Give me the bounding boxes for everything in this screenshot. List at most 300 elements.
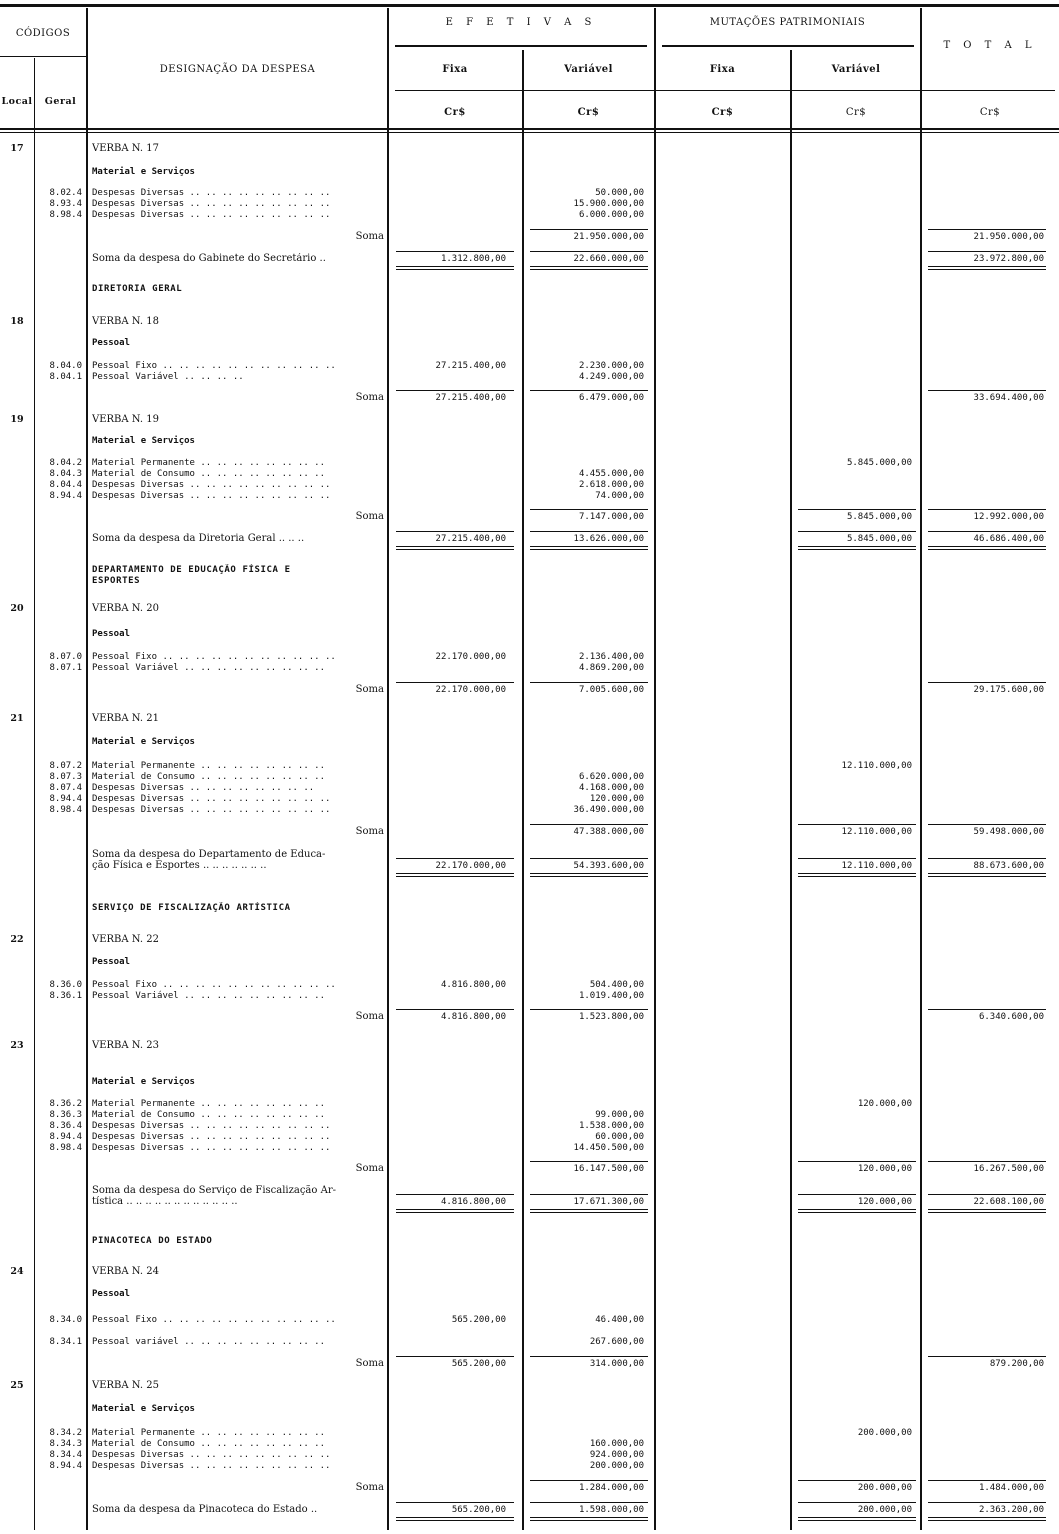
header-efetivas-variavel: Variável — [564, 64, 613, 75]
row-description: Despesas Diversas .. .. .. .. .. .. .. .. .. — [92, 210, 331, 220]
table-row — [0, 231, 1059, 243]
efetivas-variavel-value: 504.400,00 — [589, 980, 644, 990]
table-row — [0, 392, 1059, 404]
mutacoes-variavel-value: 5.845.000,00 — [846, 458, 912, 468]
row-description: Soma da despesa do Serviço de Fiscalização Ar- — [92, 1185, 336, 1196]
efetivas-variavel-value: 4.455.000,00 — [578, 469, 644, 479]
efetivas-fixa-value: 4.816.800,00 — [440, 1197, 506, 1207]
header-codigos: CÓDIGOS — [15, 28, 71, 39]
local-code: 22 — [10, 934, 24, 945]
total-value: 22.608.100,00 — [973, 1197, 1044, 1207]
mutacoes-variavel-value: 12.110.000,00 — [841, 827, 912, 837]
header-efetivas-rule — [395, 45, 647, 47]
geral-code: 8.07.0 — [49, 652, 82, 662]
geral-code: 8.34.2 — [49, 1428, 82, 1438]
row-description: Despesas Diversas .. .. .. .. .. .. .. .. .. — [92, 1143, 331, 1153]
efetivas-variavel-value: 924.000,00 — [589, 1450, 644, 1460]
table-row — [0, 143, 1059, 155]
table-row — [0, 575, 1059, 587]
table-row — [0, 511, 1059, 523]
header-codigos-rule — [0, 56, 86, 57]
efetivas-variavel-value: 4.869.200,00 — [578, 663, 644, 673]
row-description: Soma — [355, 1482, 384, 1493]
efetivas-variavel-value: 46.400,00 — [595, 1315, 644, 1325]
mutacoes-variavel-value: 120.000,00 — [857, 1197, 912, 1207]
table-row — [0, 253, 1059, 265]
table-row — [0, 628, 1059, 640]
sum-rule — [798, 824, 916, 825]
mutacoes-variavel-value: 120.000,00 — [857, 1164, 912, 1174]
sum-rule — [928, 509, 1046, 510]
total-double-rule — [928, 1517, 1046, 1521]
currency-mutacoes-fixa: Cr$ — [711, 107, 734, 118]
total-double-rule — [928, 546, 1046, 550]
efetivas-variavel-value: 17.671.300,00 — [573, 1197, 644, 1207]
header-efetivas-fixa: Fixa — [442, 64, 468, 75]
efetivas-fixa-value: 565.200,00 — [451, 1505, 506, 1515]
geral-code: 8.36.4 — [49, 1121, 82, 1131]
row-description: Despesas Diversas .. .. .. .. .. .. .. .. .. — [92, 491, 331, 501]
total-double-rule — [530, 873, 648, 877]
sum-rule — [530, 229, 648, 230]
efetivas-variavel-value: 36.490.000,00 — [573, 805, 644, 815]
table-row — [0, 1196, 1059, 1208]
row-description: Material e Serviços — [92, 167, 195, 177]
sum-rule — [530, 1009, 648, 1010]
efetivas-variavel-value: 99.000,00 — [595, 1110, 644, 1120]
efetivas-variavel-value: 50.000,00 — [595, 188, 644, 198]
sum-rule — [396, 1009, 514, 1010]
table-row — [0, 337, 1059, 349]
total-double-rule — [798, 1209, 916, 1213]
total-value: 29.175.600,00 — [973, 685, 1044, 695]
geral-code: 8.34.3 — [49, 1439, 82, 1449]
sum-rule — [928, 390, 1046, 391]
local-code: 21 — [10, 713, 24, 724]
row-description: Soma — [355, 1358, 384, 1369]
total-value: 1.484.000,00 — [978, 1483, 1044, 1493]
table-row — [0, 902, 1059, 914]
efetivas-variavel-value: 7.147.000,00 — [578, 512, 644, 522]
geral-code: 8.04.1 — [49, 372, 82, 382]
sum-rule — [530, 1194, 648, 1195]
row-description: Soma — [355, 826, 384, 837]
sum-rule — [396, 1502, 514, 1503]
mutacoes-variavel-value: 12.110.000,00 — [841, 861, 912, 871]
sum-rule — [530, 682, 648, 683]
efetivas-variavel-value: 2.136.400,00 — [578, 652, 644, 662]
table-row — [0, 209, 1059, 221]
top-rule — [0, 4, 1059, 7]
efetivas-variavel-value: 16.147.500,00 — [573, 1164, 644, 1174]
row-description: Soma — [355, 1163, 384, 1174]
efetivas-variavel-value: 160.000,00 — [589, 1439, 644, 1449]
efetivas-fixa-value: 27.215.400,00 — [435, 361, 506, 371]
row-description: Soma da despesa do Gabinete do Secretário .. — [92, 253, 326, 264]
table-row — [0, 1482, 1059, 1494]
row-description: Pessoal Variável .. .. .. .. .. .. .. .. .. — [92, 991, 325, 1001]
sum-rule — [530, 858, 648, 859]
currency-efetivas-fixa: Cr$ — [444, 107, 466, 118]
row-description: Material e Serviços — [92, 1404, 195, 1414]
efetivas-variavel-value: 22.660.000,00 — [573, 254, 644, 264]
sum-rule — [928, 1194, 1046, 1195]
geral-code: 8.36.1 — [49, 991, 82, 1001]
row-description: Despesas Diversas .. .. .. .. .. .. .. .. .. — [92, 1450, 331, 1460]
sum-rule — [798, 531, 916, 532]
efetivas-variavel-value: 1.523.800,00 — [578, 1012, 644, 1022]
mutacoes-variavel-value: 120.000,00 — [857, 1099, 912, 1109]
efetivas-variavel-value: 1.284.000,00 — [578, 1483, 644, 1493]
row-description: Pessoal Fixo .. .. .. .. .. .. .. .. .. .. .. — [92, 1315, 336, 1325]
row-description: Pessoal Fixo .. .. .. .. .. .. .. .. .. .. .. — [92, 980, 336, 990]
sum-rule — [928, 858, 1046, 859]
local-code: 18 — [10, 316, 24, 327]
row-description: Soma — [355, 1011, 384, 1022]
sum-rule — [928, 229, 1046, 230]
total-double-rule — [928, 266, 1046, 270]
sum-rule — [928, 1502, 1046, 1503]
row-description: VERBA N. 23 — [92, 1040, 159, 1051]
table-row — [0, 1504, 1059, 1516]
efetivas-variavel-value: 4.249.000,00 — [578, 372, 644, 382]
total-value: 88.673.600,00 — [973, 861, 1044, 871]
table-row — [0, 316, 1059, 328]
row-description: Despesas Diversas .. .. .. .. .. .. .. .. .. — [92, 480, 331, 490]
local-code: 17 — [10, 143, 24, 154]
row-description: Soma — [355, 511, 384, 522]
geral-code: 8.36.2 — [49, 1099, 82, 1109]
total-value: 33.694.400,00 — [973, 393, 1044, 403]
efetivas-variavel-value: 6.000.000,00 — [578, 210, 644, 220]
table-row — [0, 371, 1059, 383]
geral-code: 8.34.1 — [49, 1337, 82, 1347]
sum-rule — [396, 390, 514, 391]
sum-rule — [396, 1356, 514, 1357]
row-description: Material de Consumo .. .. .. .. .. .. .. .. — [92, 469, 325, 479]
efetivas-variavel-value: 7.005.600,00 — [578, 685, 644, 695]
efetivas-variavel-value: 54.393.600,00 — [573, 861, 644, 871]
row-description: Despesas Diversas .. .. .. .. .. .. .. .. .. — [92, 1132, 331, 1142]
table-row — [0, 490, 1059, 502]
table-row — [0, 1460, 1059, 1472]
sum-rule — [928, 1161, 1046, 1162]
efetivas-variavel-value: 120.000,00 — [589, 794, 644, 804]
row-description: Pessoal Fixo .. .. .. .. .. .. .. .. .. .. .. — [92, 652, 336, 662]
efetivas-fixa-value: 565.200,00 — [451, 1359, 506, 1369]
table-row — [0, 1314, 1059, 1326]
efetivas-fixa-value: 27.215.400,00 — [435, 534, 506, 544]
geral-code: 8.07.3 — [49, 772, 82, 782]
row-description: Soma da despesa do Departamento de Educa- — [92, 849, 326, 860]
sum-rule — [530, 509, 648, 510]
sum-rule — [928, 1009, 1046, 1010]
total-double-rule — [798, 546, 916, 550]
row-description: Despesas Diversas .. .. .. .. .. .. .. .. .. — [92, 199, 331, 209]
total-value: 6.340.600,00 — [978, 1012, 1044, 1022]
table-row — [0, 1163, 1059, 1175]
sum-rule — [798, 1502, 916, 1503]
row-description: Pessoal — [92, 957, 130, 967]
row-description: VERBA N. 20 — [92, 603, 159, 614]
total-value: 46.686.400,00 — [973, 534, 1044, 544]
sum-rule — [928, 1356, 1046, 1357]
sum-rule — [396, 1194, 514, 1195]
total-double-rule — [798, 873, 916, 877]
currency-mutacoes-variavel: Cr$ — [845, 107, 867, 118]
sum-rule — [396, 682, 514, 683]
total-value: 21.950.000,00 — [973, 232, 1044, 242]
geral-code: 8.07.4 — [49, 783, 82, 793]
mutacoes-variavel-value: 200.000,00 — [857, 1483, 912, 1493]
row-description: DEPARTAMENTO DE EDUCAÇÃO FÍSICA E — [92, 565, 291, 575]
row-description: Pessoal variável .. .. .. .. .. .. .. .. .. — [92, 1337, 325, 1347]
efetivas-fixa-value: 22.170.000,00 — [435, 652, 506, 662]
geral-code: 8.07.2 — [49, 761, 82, 771]
header-bottom-rule — [0, 128, 1059, 130]
row-description: VERBA N. 25 — [92, 1380, 159, 1391]
header-efetivas: E F E T I V A S — [445, 17, 597, 28]
local-code: 23 — [10, 1040, 24, 1051]
currency-total: Cr$ — [979, 107, 1001, 118]
efetivas-variavel-value: 2.618.000,00 — [578, 480, 644, 490]
sum-rule — [798, 509, 916, 510]
efetivas-variavel-value: 60.000,00 — [595, 1132, 644, 1142]
row-description: Pessoal — [92, 338, 130, 348]
sum-rule — [530, 1502, 648, 1503]
total-double-rule — [396, 1209, 514, 1213]
sum-rule — [530, 531, 648, 532]
sum-rule — [928, 251, 1046, 252]
table-row — [0, 1266, 1059, 1278]
sum-rule — [530, 1161, 648, 1162]
header-local: Local — [1, 96, 33, 107]
efetivas-fixa-value: 4.816.800,00 — [440, 1012, 506, 1022]
table-row — [0, 1040, 1059, 1052]
total-double-rule — [530, 546, 648, 550]
total-value: 59.498.000,00 — [973, 827, 1044, 837]
efetivas-fixa-value: 565.200,00 — [451, 1315, 506, 1325]
row-description: Material de Consumo .. .. .. .. .. .. .. .. — [92, 1439, 325, 1449]
geral-code: 8.04.0 — [49, 361, 82, 371]
table-row — [0, 736, 1059, 748]
row-description: Soma — [355, 684, 384, 695]
row-description: ção Física e Esportes .. .. .. .. .. .. .. — [92, 860, 267, 871]
row-description: VERBA N. 19 — [92, 414, 159, 425]
local-code: 19 — [10, 414, 24, 425]
sum-rule — [530, 251, 648, 252]
table-row — [0, 804, 1059, 816]
sum-rule — [530, 1356, 648, 1357]
row-description: VERBA N. 22 — [92, 934, 159, 945]
total-double-rule — [396, 546, 514, 550]
geral-code: 8.04.2 — [49, 458, 82, 468]
row-description: Soma da despesa da Diretoria Geral .. .. .. — [92, 533, 305, 544]
efetivas-fixa-value: 22.170.000,00 — [435, 685, 506, 695]
row-description: Material e Serviços — [92, 1077, 195, 1087]
header-mutacoes: MUTAÇÕES PATRIMONIAIS — [709, 17, 866, 28]
table-row — [0, 166, 1059, 178]
local-code: 25 — [10, 1380, 24, 1391]
row-description: VERBA N. 18 — [92, 316, 159, 327]
row-description: Material e Serviços — [92, 436, 195, 446]
row-description: Material de Consumo .. .. .. .. .. .. .. .. — [92, 1110, 325, 1120]
row-description: ESPORTES — [92, 576, 141, 586]
efetivas-variavel-value: 47.388.000,00 — [573, 827, 644, 837]
table-row — [0, 414, 1059, 426]
header-mutacoes-fixa: Fixa — [709, 64, 736, 75]
row-description: Despesas Diversas .. .. .. .. .. .. .. .. .. — [92, 1121, 331, 1131]
row-description: Soma da despesa da Pinacoteca do Estado .. — [92, 1504, 318, 1515]
expense-table-body — [0, 133, 1059, 1533]
efetivas-fixa-value: 4.816.800,00 — [440, 980, 506, 990]
sum-rule — [928, 531, 1046, 532]
table-row — [0, 435, 1059, 447]
table-row — [0, 662, 1059, 674]
sum-rule — [530, 1480, 648, 1481]
total-value: 16.267.500,00 — [973, 1164, 1044, 1174]
row-description: VERBA N. 24 — [92, 1266, 159, 1277]
header-geral: Geral — [44, 96, 77, 107]
mutacoes-variavel-value: 200.000,00 — [857, 1505, 912, 1515]
header-mutacoes-rule — [662, 45, 914, 47]
geral-code: 8.34.4 — [49, 1450, 82, 1460]
table-row — [0, 956, 1059, 968]
row-description: VERBA N. 21 — [92, 713, 159, 724]
table-row — [0, 1235, 1059, 1247]
efetivas-variavel-value: 267.600,00 — [589, 1337, 644, 1347]
efetivas-variavel-value: 314.000,00 — [589, 1359, 644, 1369]
row-description: Despesas Diversas .. .. .. .. .. .. .. .. .. — [92, 1461, 331, 1471]
table-row — [0, 1288, 1059, 1300]
total-double-rule — [396, 1517, 514, 1521]
sum-rule — [530, 824, 648, 825]
table-row — [0, 934, 1059, 946]
row-description: Pessoal Fixo .. .. .. .. .. .. .. .. .. .. .. — [92, 361, 336, 371]
total-double-rule — [928, 873, 1046, 877]
row-description: PINACOTECA DO ESTADO — [92, 1236, 213, 1246]
total-value: 23.972.800,00 — [973, 254, 1044, 264]
efetivas-variavel-value: 15.900.000,00 — [573, 199, 644, 209]
header-designacao: DESIGNAÇÃO DA DESPESA — [159, 64, 316, 75]
row-description: Material de Consumo .. .. .. .. .. .. .. .. — [92, 772, 325, 782]
table-row — [0, 684, 1059, 696]
row-description: Despesas Diversas .. .. .. .. .. .. .. .. .. — [92, 794, 331, 804]
geral-code: 8.07.1 — [49, 663, 82, 673]
table-row — [0, 1380, 1059, 1392]
efetivas-variavel-value: 74.000,00 — [595, 491, 644, 501]
efetivas-variavel-value: 1.538.000,00 — [578, 1121, 644, 1131]
sum-rule — [530, 390, 648, 391]
row-description: Despesas Diversas .. .. .. .. .. .. .. .. .. — [92, 805, 331, 815]
row-description: Material Permanente .. .. .. .. .. .. .. .. — [92, 458, 325, 468]
sum-rule — [798, 858, 916, 859]
geral-code: 8.94.4 — [49, 491, 82, 501]
total-double-rule — [396, 873, 514, 877]
efetivas-fixa-value: 1.312.800,00 — [440, 254, 506, 264]
sum-rule — [396, 531, 514, 532]
total-double-rule — [530, 266, 648, 270]
table-row — [0, 713, 1059, 725]
row-description: Despesas Diversas .. .. .. .. .. .. .. .. .. — [92, 188, 331, 198]
geral-code: 8.34.0 — [49, 1315, 82, 1325]
geral-code: 8.36.0 — [49, 980, 82, 990]
row-description: tística .. .. .. .. .. .. .. .. .. .. .. .. — [92, 1196, 238, 1207]
row-description: Despesas Diversas .. .. .. .. .. .. .. .. — [92, 783, 315, 793]
row-description: Material Permanente .. .. .. .. .. .. .. .. — [92, 1428, 325, 1438]
efetivas-variavel-value: 1.019.400,00 — [578, 991, 644, 1001]
total-value: 12.992.000,00 — [973, 512, 1044, 522]
sum-rule — [798, 1480, 916, 1481]
local-code: 24 — [10, 1266, 24, 1277]
row-description: Pessoal Variável .. .. .. .. — [92, 372, 244, 382]
row-description: VERBA N. 17 — [92, 143, 159, 154]
efetivas-variavel-value: 6.479.000,00 — [578, 393, 644, 403]
table-row — [0, 1358, 1059, 1370]
local-code: 20 — [10, 603, 24, 614]
total-double-rule — [530, 1517, 648, 1521]
efetivas-fixa-value: 27.215.400,00 — [435, 393, 506, 403]
efetivas-variavel-value: 21.950.000,00 — [573, 232, 644, 242]
efetivas-variavel-value: 1.598.000,00 — [578, 1505, 644, 1515]
row-description: Material e Serviços — [92, 737, 195, 747]
efetivas-variavel-value: 13.626.000,00 — [573, 534, 644, 544]
total-value: 879.200,00 — [989, 1359, 1044, 1369]
header-currency-rule — [395, 90, 1055, 91]
row-description: Pessoal — [92, 629, 130, 639]
table-row — [0, 1076, 1059, 1088]
total-value: 2.363.200,00 — [978, 1505, 1044, 1515]
sum-rule — [798, 1161, 916, 1162]
sum-rule — [928, 682, 1046, 683]
geral-code: 8.94.4 — [49, 1461, 82, 1471]
geral-code: 8.04.4 — [49, 480, 82, 490]
table-row — [0, 990, 1059, 1002]
currency-efetivas-variavel: Cr$ — [577, 107, 600, 118]
geral-code: 8.98.4 — [49, 1143, 82, 1153]
table-row — [0, 1403, 1059, 1415]
mutacoes-variavel-value: 12.110.000,00 — [841, 761, 912, 771]
total-double-rule — [530, 1209, 648, 1213]
row-description: DIRETORIA GERAL — [92, 284, 183, 294]
row-description: Soma — [355, 392, 384, 403]
mutacoes-variavel-value: 5.845.000,00 — [846, 512, 912, 522]
header-mutacoes-variavel: Variável — [831, 64, 881, 75]
sum-rule — [798, 1194, 916, 1195]
efetivas-variavel-value: 14.450.500,00 — [573, 1143, 644, 1153]
mutacoes-variavel-value: 200.000,00 — [857, 1428, 912, 1438]
row-description: SERVIÇO DE FISCALIZAÇÃO ARTÍSTICA — [92, 903, 291, 913]
row-description: Pessoal — [92, 1289, 130, 1299]
header-total: T O T A L — [943, 40, 1037, 51]
geral-code: 8.36.3 — [49, 1110, 82, 1120]
row-description: Soma — [355, 231, 384, 242]
table-row — [0, 826, 1059, 838]
geral-code: 8.93.4 — [49, 199, 82, 209]
geral-code: 8.98.4 — [49, 210, 82, 220]
sum-rule — [928, 824, 1046, 825]
sum-rule — [928, 1480, 1046, 1481]
table-row — [0, 1011, 1059, 1023]
row-description: Material Permanente .. .. .. .. .. .. .. .. — [92, 1099, 325, 1109]
row-description: Pessoal Variável .. .. .. .. .. .. .. .. .. — [92, 663, 325, 673]
row-description: Material Permanente .. .. .. .. .. .. .. .. — [92, 761, 325, 771]
geral-code: 8.04.3 — [49, 469, 82, 479]
sum-rule — [396, 251, 514, 252]
table-row — [0, 1336, 1059, 1348]
geral-code: 8.02.4 — [49, 188, 82, 198]
efetivas-variavel-value: 4.168.000,00 — [578, 783, 644, 793]
